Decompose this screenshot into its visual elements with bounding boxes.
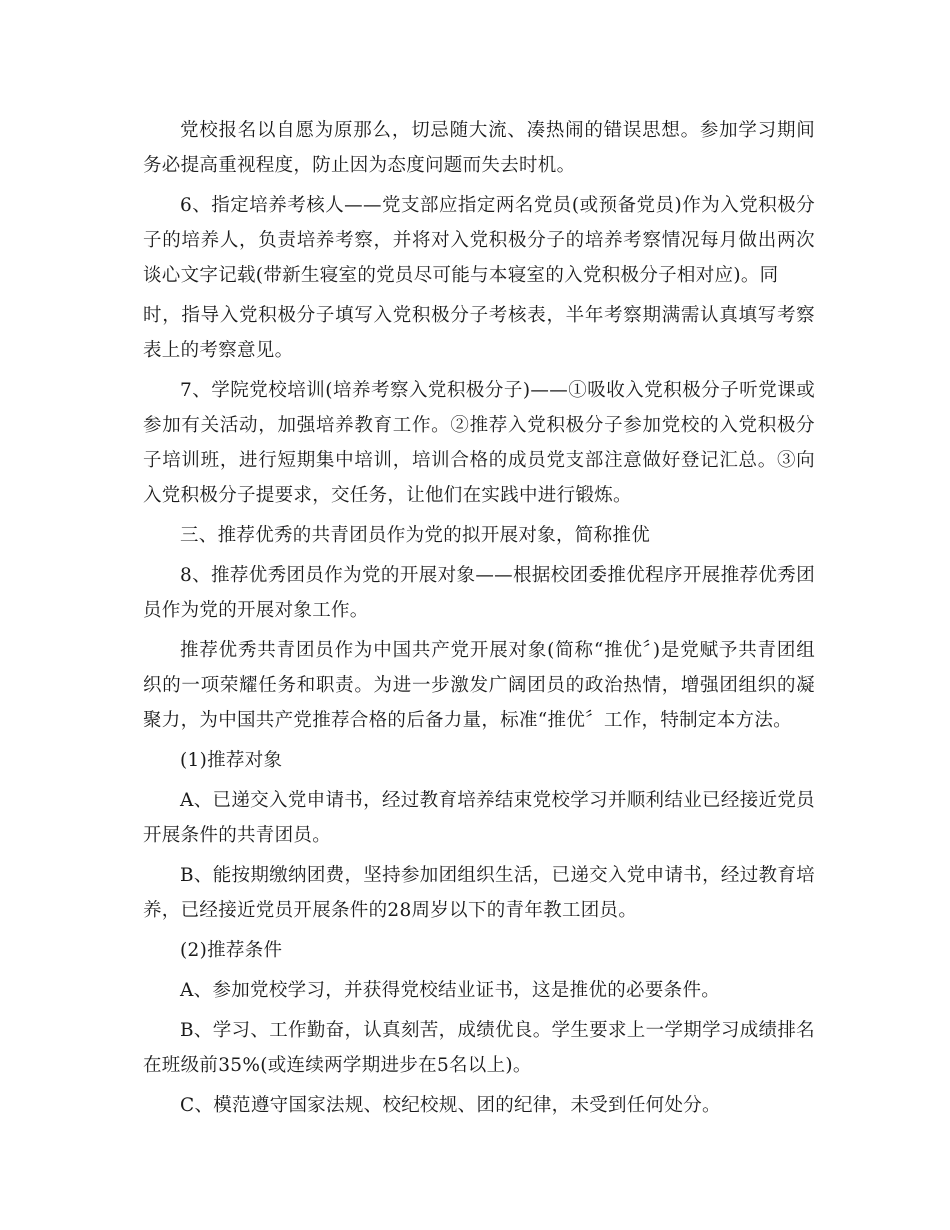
paragraph-party-school-signup: 党校报名以自愿为原那么，切忌随大流、凑热闹的错误思想。参加学习期间务必提高重视程度，防止因为态度问题而失去时机。	[143, 120, 815, 176]
document-body	[143, 113, 815, 1128]
paragraph-target-b: B、能按期缴纳团费，坚持参加团组织生活，已递交入党申请书，经过教育培养，已经接近党员开展条件的28周岁以下的青年教工团员。	[143, 865, 815, 921]
paragraph-condition-c: C、模范遵守国家法规、校纪校规、团的纪律，未受到任何处分。	[180, 1095, 721, 1116]
paragraph-recommend-intro: 推荐优秀共青团员作为中国共产党开展对象(简称“推优〞)是党赋予共青团组织的一项荣耀任务和职责。为进一步激发广阔团员的政治热情，增强团组织的凝聚力，为中国共产党推荐合格的后备力量，标准“推优〞工作，特制定本方法。	[143, 640, 815, 731]
paragraph-item-6-continued: 时，指导入党积极分子填写入党积极分子考核表，半年考察期满需认真填写考察表上的考察意见。	[143, 305, 815, 361]
paragraph-item-8: 8、推荐优秀团员作为党的开展对象——根据校团委推优程序开展推荐优秀团员作为党的开展对象工作。	[143, 565, 815, 621]
section-heading-3: 三、推荐优秀的共青团员作为党的拟开展对象，简称推优	[180, 525, 651, 546]
paragraph-condition-a: A、参加党校学习，并获得党校结业证书，这是推优的必要条件。	[180, 980, 721, 1001]
paragraph-item-7: 7、学院党校培训(培养考察入党积极分子)——①吸收入党积极分子听党课或参加有关活动，加强培养教育工作。②推荐入党积极分子参加党校的入党积极分子培训班，进行短期集中培训，培训合格的成员党支部注意做好登记汇总。③向入党积极分子提要求，交任务，让他们在实践中进行锻炼。	[143, 380, 815, 506]
paragraph-condition-b: B、学习、工作勤奋，认真刻苦，成绩优良。学生要求上一学期学习成绩排名在班级前35%(或连续两学期进步在5名以上)。	[143, 1020, 815, 1076]
subheading-recommend-conditions: (2)推荐条件	[180, 940, 283, 961]
paragraph-item-6: 6、指定培养考核人——党支部应指定两名党员(或预备党员)作为入党积极分子的培养人，负责培养考察，并将对入党积极分子的培养考察情况每月做出两次谈心文字记载(带新生寝室的党员尽可能与本寝室的入党积极分子相对应)。同	[143, 195, 815, 286]
subheading-recommend-target: (1)推荐对象	[180, 750, 283, 771]
paragraph-target-a: A、已递交入党申请书，经过教育培养结束党校学习并顺利结业已经接近党员开展条件的共青团员。	[143, 790, 815, 846]
